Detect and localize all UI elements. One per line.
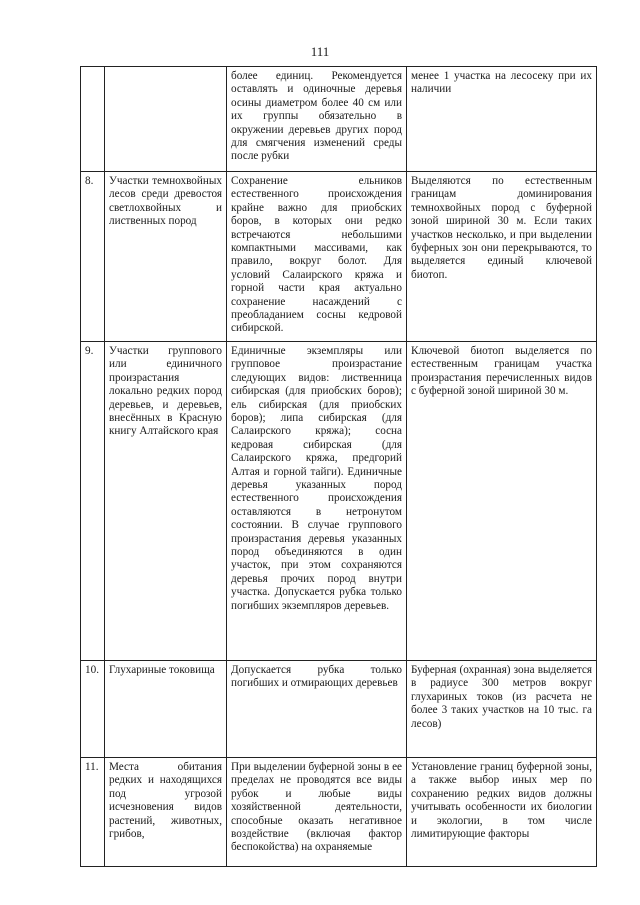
biotope-description: Сохранение ельников естественного происхождения крайне важно для приобских боров, в которых они редко встречаются небольшими компактными массивами, как правило, вокруг болот. Для условий Салаирского кряжа и горной части края актуально сохранение насаждений с преобладанием сосны кедровой сибирской. xyxy=(227,172,407,342)
biotope-rule: Ключевой биотоп выделяется по естественным границам участка произрастания перечисленных видов с буферной зоной шириной 30 м. xyxy=(407,341,597,660)
row-number: 8. xyxy=(81,172,105,342)
table-row xyxy=(81,341,597,660)
biotope-description: более единиц. Рекомендуется оставлять и одиночные деревья осины диаметром более 40 см или их группы обязательно в окружении деревьев других пород для смягчения изменений среды после рубки xyxy=(227,67,407,172)
row-number: 9. xyxy=(81,341,105,660)
biotope-name: Глухариные токовища xyxy=(105,660,227,757)
biotope-rule: Буферная (охранная) зона выделяется в радиусе 300 метров вокруг глухариных токов (из расчета не более 3 таких участков на 10 тыс. га лесов) xyxy=(407,660,597,757)
table-row xyxy=(81,67,597,172)
table-row xyxy=(81,757,597,866)
biotope-name: Места обитания редких и находящихся под угрозой исчезновения видов растений, животных, грибов, xyxy=(105,757,227,866)
biotope-description: Допускается рубка только погибших и отмирающих деревьев xyxy=(227,660,407,757)
biotope-rule: менее 1 участка на лесосеку при их наличии xyxy=(407,67,597,172)
biotope-description: При выделении буферной зоны в ее пределах не проводятся все виды рубок и любые виды хозяйственной деятельности, способные оказать негативное воздействие (включая фактор беспокойства) на охраняемые xyxy=(227,757,407,866)
biotope-description: Единичные экземпляры или групповое произрастание следующих видов: лиственница сибирская (для приобских боров); ель сибирская (для приобских боров); липа сибирская (для Салаирского кряжа); сосна кедровая сибирская (для Салаирского кряжа, предгорий Алтая и горной тайги). Единичные деревья указанных пород естественного происхождения оставляются в нетронутом состоянии. В случае группового произрастания деревья указанных пород объединяются в один участок, при этом сохраняются деревья прочих пород внутри участка. Допускается рубка только погибших экземпляров деревьев. xyxy=(227,341,407,660)
page-number: 111 xyxy=(310,44,330,59)
biotope-rule: Установление границ буферной зоны, а также выбор иных мер по сохранению редких видов должны учитывать особенности их биологии и экологии, в том числе лимитирующие факторы xyxy=(407,757,597,866)
biotope-table xyxy=(80,66,597,867)
biotope-rule: Выделяются по естественным границам доминирования темнохвойных пород с буферной зоной шириной 30 м. Если таких участков несколько, и при выделении буферных зон они перекрываются, то выделяется единый ключевой биотоп. xyxy=(407,172,597,342)
table-row xyxy=(81,172,597,342)
row-number: 11. xyxy=(81,757,105,866)
table-row xyxy=(81,660,597,757)
biotope-name xyxy=(105,67,227,172)
biotope-name: Участки группового или единичного произрастания локально редких пород деревьев, и деревьев, внесённых в Красную книгу Алтайского края xyxy=(105,341,227,660)
row-number xyxy=(81,67,105,172)
biotope-name: Участки темнохвойных лесов среди древостоя светлохвойных и лиственных пород xyxy=(105,172,227,342)
row-number: 10. xyxy=(81,660,105,757)
